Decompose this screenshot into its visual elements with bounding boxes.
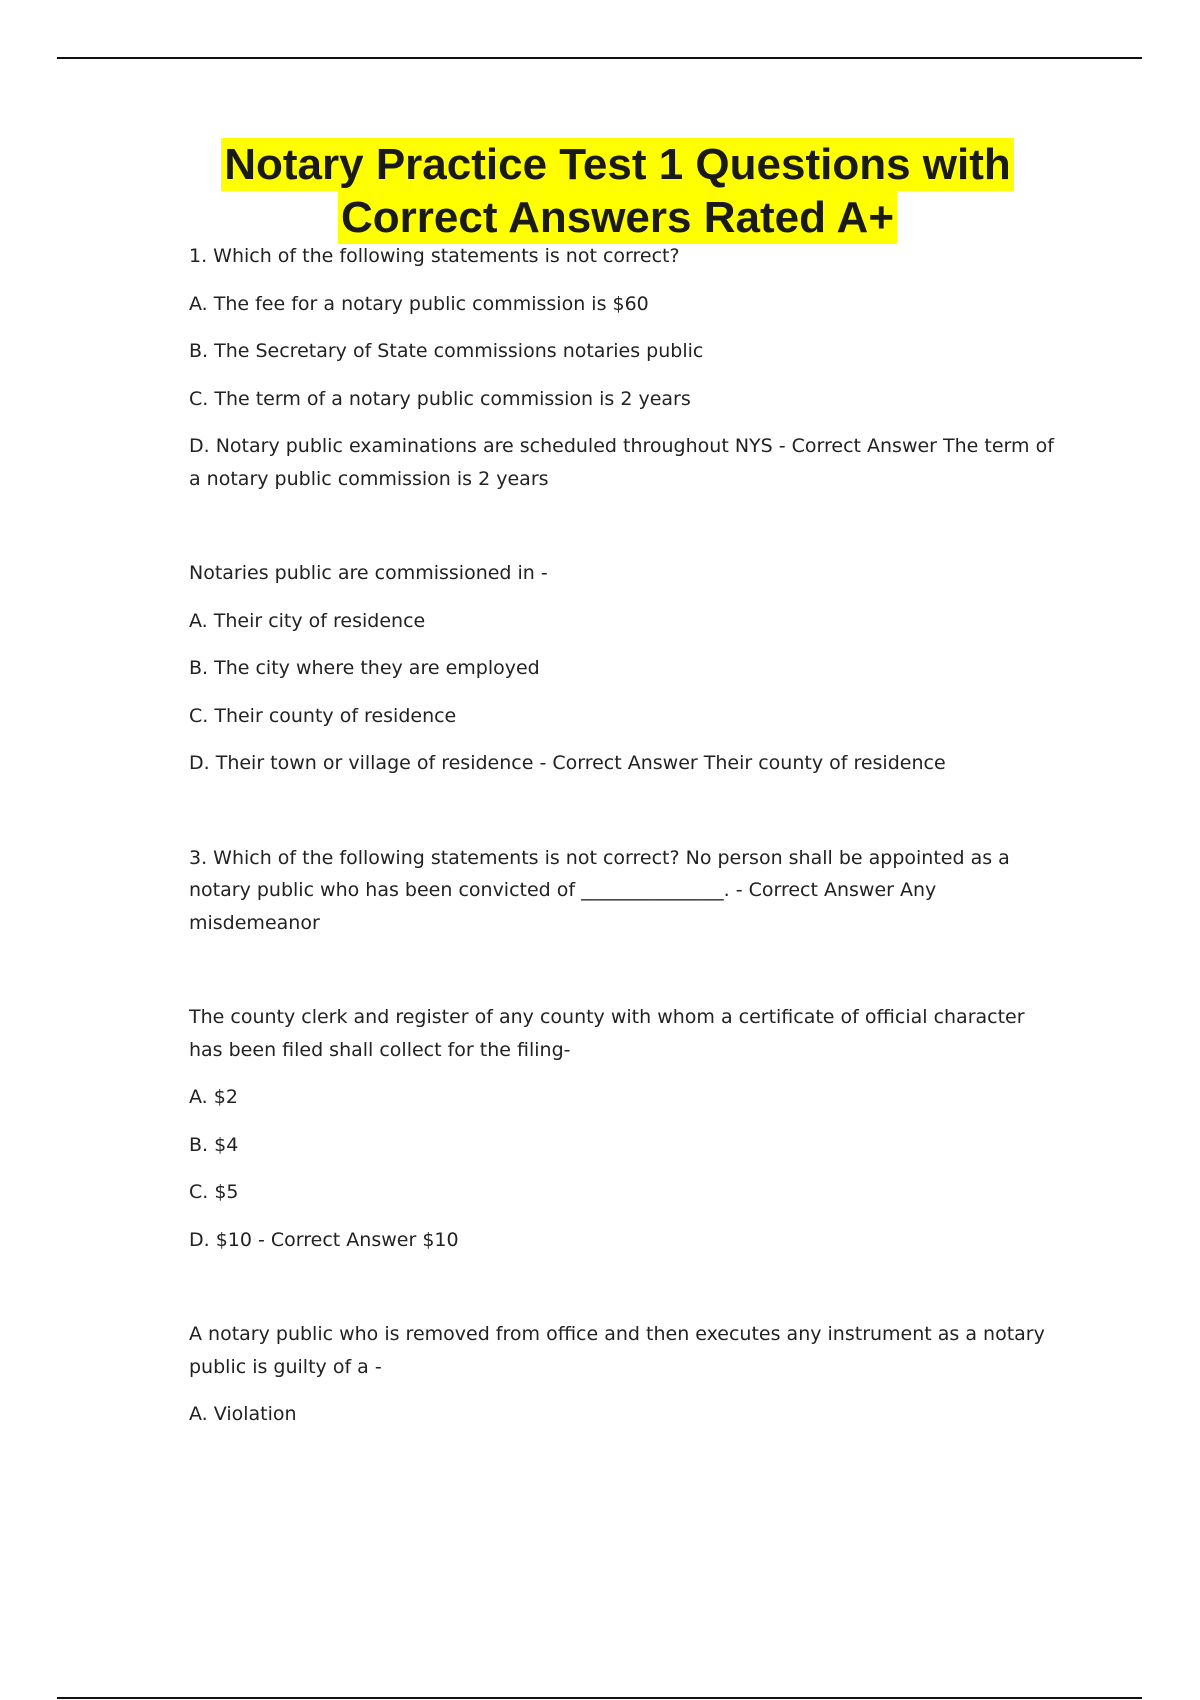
title-line-1: Notary Practice Test 1 Questions with: [221, 138, 1014, 191]
question-2-option-a: A. Their city of residence: [189, 609, 426, 632]
question-4-option-a: A. $2: [189, 1086, 238, 1108]
question-1-option-c: C. The term of a notary public commission is 2 years: [189, 387, 691, 410]
question-4-option-d: D. $10 - Correct Answer $10: [189, 1228, 459, 1251]
document-body: [189, 240, 1059, 1431]
question-1: 1. Which of the following statements is not correct?: [189, 245, 680, 267]
title-line-2: Correct Answers Rated A+: [338, 191, 897, 244]
question-5-option-a: A. Violation: [189, 1403, 297, 1425]
question-2: Notaries public are commissioned in -: [189, 562, 548, 584]
bottom-rule: [57, 1697, 1142, 1699]
question-3: 3. Which of the following statements is not correct? No person shall be appointed as a notary public who has been convicted of _______________. - Correct Answer Any misdemeanor: [189, 846, 1010, 934]
question-2-option-c: C. Their county of residence: [189, 704, 457, 727]
document-title: [150, 138, 1085, 244]
top-rule: [57, 57, 1142, 59]
question-1-option-d: D. Notary public examinations are scheduled throughout NYS - Correct Answer The term of a notary public commission is 2 years: [189, 435, 1054, 490]
question-1-option-a: A. The fee for a notary public commission is $60: [189, 292, 649, 315]
question-5: A notary public who is removed from office and then executes any instrument as a notary public is guilty of a -: [189, 1323, 1045, 1378]
question-4-option-b: B. $4: [189, 1133, 239, 1156]
question-2-option-d: D. Their town or village of residence - Correct Answer Their county of residence: [189, 752, 946, 774]
question-2-option-b: B. The city where they are employed: [189, 657, 540, 679]
question-1-option-b: B. The Secretary of State commissions notaries public: [189, 340, 704, 362]
question-4-option-c: C. $5: [189, 1181, 239, 1203]
question-4: The county clerk and register of any county with whom a certificate of official character has been filed shall collect for the filing-: [189, 1006, 1025, 1061]
